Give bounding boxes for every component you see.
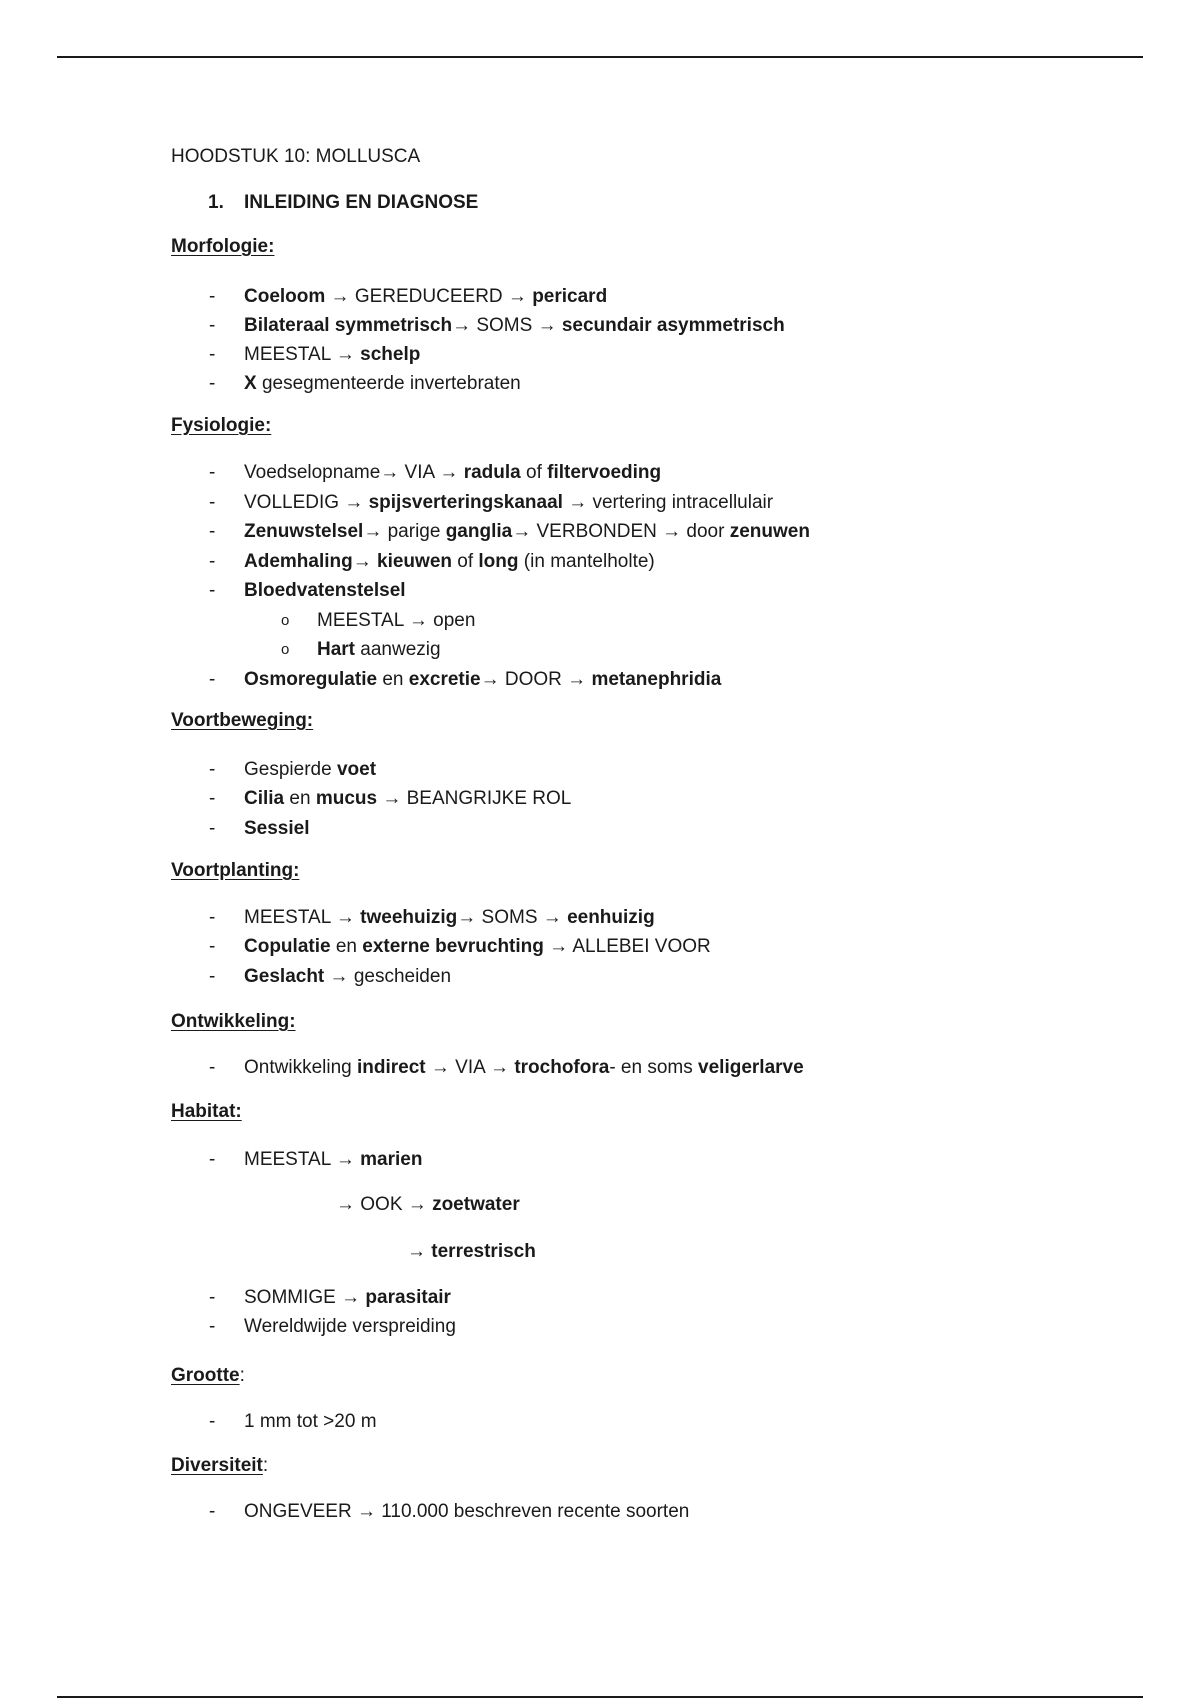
- bullet-dash-icon: -: [209, 521, 216, 542]
- bullet-run: → gescheiden: [324, 966, 452, 987]
- bullet-dash-icon: -: [209, 966, 216, 987]
- bullet-run: gesegmenteerde invertebraten: [256, 373, 521, 394]
- bullet-dash-icon: -: [209, 344, 216, 365]
- item-text: [244, 965, 451, 989]
- bullet-run: Ontwikkeling: [244, 1057, 357, 1078]
- item-text: [244, 314, 785, 338]
- bullet-run: externe bevruchting: [362, 936, 544, 957]
- bullet-run: of: [452, 551, 479, 572]
- item-text: [244, 787, 571, 811]
- section-heading: [171, 235, 274, 259]
- bullet-run: SOMMIGE →: [244, 1287, 366, 1308]
- bullet-run: Cilia: [244, 788, 285, 809]
- bullet-dash-icon: -: [209, 1057, 216, 1078]
- bullet-dash-icon: -: [209, 462, 216, 483]
- bullet-run: Ademhaling: [244, 551, 353, 572]
- item-text: [244, 1056, 804, 1080]
- section-heading-text: Grootte: [171, 1365, 240, 1386]
- bullet-dash-icon: -: [209, 1149, 216, 1170]
- bullet-dash-icon: -: [209, 373, 216, 394]
- item-text: [336, 1193, 520, 1217]
- bullet-run: → vertering intracellulair: [562, 492, 774, 513]
- continuation-run: →: [407, 1241, 432, 1262]
- bullet-run: → GEREDUCEERD →: [325, 286, 533, 307]
- header-rule: [57, 56, 1143, 58]
- bullet-run: MEESTAL →: [244, 907, 361, 928]
- section-heading: [171, 1010, 296, 1034]
- bullet-run: - en soms: [609, 1057, 699, 1078]
- item-text: [244, 285, 607, 309]
- bullet-run: →: [352, 551, 378, 572]
- section-heading-suffix: :: [239, 1365, 245, 1386]
- bullet-dash-icon: -: [209, 315, 216, 336]
- item-text: [244, 550, 655, 574]
- item-text: [244, 1500, 689, 1524]
- item-text: [244, 491, 773, 515]
- item-text: [407, 1240, 536, 1264]
- item-text: [244, 1148, 422, 1172]
- bullet-run: eenhuizig: [567, 907, 655, 928]
- bullet-run: indirect: [357, 1057, 426, 1078]
- bullet-run: tweehuizig: [360, 907, 458, 928]
- bullet-run: Coeloom: [244, 286, 326, 307]
- item-text: [244, 758, 376, 782]
- bullet-run: → VERBONDEN → door: [512, 521, 730, 542]
- bullet-run: Copulatie: [244, 936, 331, 957]
- bullet-run: filtervoeding: [547, 462, 662, 483]
- bullet-dash-icon: -: [209, 907, 216, 928]
- item-text: [244, 372, 521, 396]
- bullet-run: ganglia: [445, 521, 513, 542]
- bullet-dash-icon: -: [209, 1501, 216, 1522]
- bullet-run: → VIA →: [425, 1057, 515, 1078]
- bullet-run: radula: [463, 462, 521, 483]
- bullet-run: excretie: [408, 669, 481, 690]
- item-text: [244, 461, 661, 485]
- section-heading-text: Ontwikkeling:: [171, 1011, 296, 1032]
- section-heading-text: Voortbeweging:: [171, 710, 314, 731]
- item-text: [244, 520, 810, 544]
- bullet-dash-icon: -: [209, 1411, 216, 1432]
- heading-text: INLEIDING EN DIAGNOSE: [244, 192, 479, 213]
- item-text: [244, 906, 655, 930]
- sub-bullet-run: MEESTAL → open: [317, 610, 476, 631]
- bullet-dash-icon: -: [209, 669, 216, 690]
- bullet-run: Sessiel: [244, 818, 310, 839]
- bullet-run: → BEANGRIJKE ROL: [377, 788, 572, 809]
- section-heading: [171, 709, 313, 733]
- bullet-run: Bloedvatenstelsel: [244, 580, 406, 601]
- bullet-run: → SOMS →: [452, 315, 562, 336]
- bullet-run: pericard: [532, 286, 608, 307]
- bullet-run: spijsverteringskanaal: [368, 492, 563, 513]
- section-heading: [171, 414, 271, 438]
- bullet-run: → DOOR →: [480, 669, 592, 690]
- bullet-run: → ALLEBEI VOOR: [543, 936, 711, 957]
- bullet-run: metanephridia: [591, 669, 722, 690]
- bullet-dash-icon: -: [209, 286, 216, 307]
- bullet-run: Wereldwijde verspreiding: [244, 1316, 456, 1337]
- heading-number: 1.: [208, 192, 224, 213]
- section-heading-text: Fysiologie:: [171, 415, 272, 436]
- section-heading-text: Voortplanting:: [171, 860, 300, 881]
- continuation-run: → OOK →: [336, 1194, 433, 1215]
- bullet-run: of: [520, 462, 548, 483]
- item-text: [244, 668, 721, 692]
- section-heading: [171, 1364, 245, 1388]
- bullet-run: VOLLEDIG →: [244, 492, 369, 513]
- bullet-run: 1 mm tot >20 m: [244, 1411, 377, 1432]
- bullet-run: Geslacht: [244, 966, 325, 987]
- bullet-run: mucus: [315, 788, 378, 809]
- bullet-dash-icon: -: [209, 936, 216, 957]
- item-text: [244, 343, 420, 367]
- bullet-dash-icon: -: [209, 1287, 216, 1308]
- bullet-run: zenuwen: [729, 521, 810, 542]
- section-heading: [171, 859, 299, 883]
- bullet-dash-icon: -: [209, 551, 216, 572]
- bullet-run: X: [244, 373, 257, 394]
- bullet-run: Osmoregulatie: [244, 669, 378, 690]
- sub-bullet-run: Hart: [317, 639, 356, 660]
- item-text: [244, 1410, 377, 1434]
- bullet-run: en: [330, 936, 363, 957]
- item-text: [317, 609, 475, 633]
- section-heading-suffix: :: [262, 1455, 269, 1476]
- bullet-run: MEESTAL →: [244, 344, 361, 365]
- bullet-run: long: [478, 551, 519, 572]
- bullet-run: marien: [360, 1149, 423, 1170]
- continuation-run: zoetwater: [432, 1194, 520, 1215]
- bullet-run: en: [377, 669, 409, 690]
- bullet-run: voet: [336, 759, 377, 780]
- bullet-run: Zenuwstelsel: [244, 521, 364, 542]
- sub-bullet-run: aanwezig: [355, 639, 441, 660]
- bullet-run: secundair asymmetrisch: [561, 315, 785, 336]
- bullet-run: ONGEVEER → 110.000 beschreven recente soorten: [244, 1501, 690, 1522]
- item-text: [317, 638, 441, 662]
- item-text: [244, 1286, 451, 1310]
- bullet-run: (in mantelholte): [518, 551, 655, 572]
- footer-rule: [57, 1696, 1143, 1698]
- continuation-run: terrestrisch: [431, 1241, 536, 1262]
- bullet-run: Gespierde: [244, 759, 337, 780]
- item-text: [244, 935, 711, 959]
- bullet-run: kieuwen: [377, 551, 452, 572]
- section-heading: [171, 1454, 268, 1478]
- bullet-run: veligerlarve: [698, 1057, 804, 1078]
- section-heading-text: Habitat:: [171, 1101, 242, 1122]
- item-text: [244, 1315, 456, 1339]
- bullet-dash-icon: -: [209, 759, 216, 780]
- bullet-dash-icon: -: [209, 788, 216, 809]
- bullet-run: MEESTAL →: [244, 1149, 361, 1170]
- bullet-run: Voedselopname→ VIA →: [244, 462, 464, 483]
- bullet-dash-icon: -: [209, 1316, 216, 1337]
- bullet-dash-icon: -: [209, 492, 216, 513]
- item-text: [244, 817, 310, 841]
- bullet-run: parasitair: [365, 1287, 451, 1308]
- item-text: [244, 579, 406, 603]
- section-heading: [171, 1100, 242, 1124]
- bullet-run: trochofora: [514, 1057, 610, 1078]
- circle-bullet-icon: o: [281, 612, 290, 629]
- circle-bullet-icon: o: [281, 641, 290, 658]
- document-title: HOODSTUK 10: MOLLUSCA: [171, 146, 421, 167]
- bullet-run: → parige: [363, 521, 446, 542]
- bullet-run: Bilateraal symmetrisch: [244, 315, 453, 336]
- bullet-run: schelp: [360, 344, 421, 365]
- chapter-heading: [208, 191, 478, 215]
- bullet-run: → SOMS →: [457, 907, 568, 928]
- bullet-dash-icon: -: [209, 580, 216, 601]
- section-heading-text: Morfologie:: [171, 236, 275, 257]
- section-heading-text: Diversiteit: [171, 1455, 263, 1476]
- bullet-dash-icon: -: [209, 818, 216, 839]
- bullet-run: en: [284, 788, 316, 809]
